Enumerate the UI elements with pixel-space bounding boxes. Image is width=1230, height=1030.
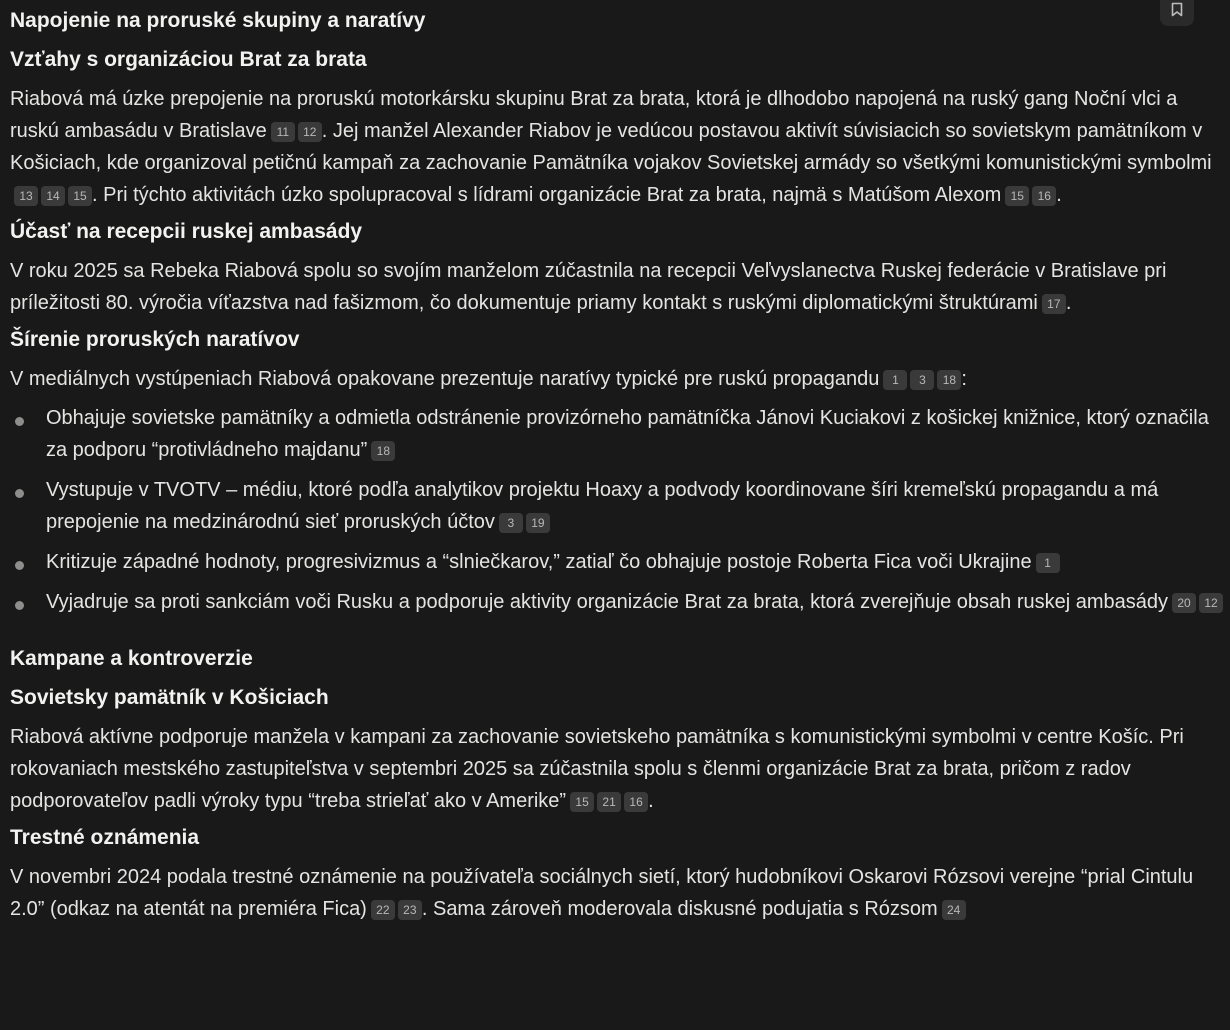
citation-badge[interactable]: 11 (271, 122, 295, 142)
citation-badge[interactable]: 22 (371, 900, 395, 920)
section-heading: Napojenie na proruské skupiny a naratívy (10, 9, 426, 32)
bullet-dot (15, 417, 24, 426)
citation-badge[interactable]: 16 (1032, 186, 1056, 206)
subsection-heading: Účasť na recepcii ruskej ambasády (10, 220, 363, 243)
list-item: Kritizuje západné hodnoty, progresivizmus a “slniečkarov,” zatiaľ čo obhajuje postoje Roberta Fica voči Ukrajine 1 (10, 546, 1230, 578)
citation-badge[interactable]: 16 (624, 792, 648, 812)
citation-badge[interactable]: 18 (371, 441, 395, 461)
citation-badge[interactable]: 1 (883, 370, 907, 390)
citation-badge[interactable]: 14 (41, 186, 65, 206)
citation-badge[interactable]: 17 (1042, 294, 1066, 314)
list-item: Vystupuje v TVOTV – médiu, ktoré podľa analytikov projektu Hoaxy a podvody koordinovane šíri kremeľskú propagandu a má prepojenie na medzinárodnú sieť proruských účtov 3 19 (10, 474, 1230, 538)
bookmark-icon (1171, 2, 1183, 17)
bullet-dot (15, 489, 24, 498)
citation-badge[interactable]: 19 (526, 513, 550, 533)
bullet-dot (15, 601, 24, 610)
citation-badge[interactable]: 15 (68, 186, 92, 206)
bullet-dot (15, 561, 24, 570)
citation-badge[interactable]: 12 (298, 122, 322, 142)
citation-badge[interactable]: 24 (942, 900, 966, 920)
list-item: Obhajuje sovietske pamätníky a odmietla odstránenie provizórneho pamätníčka Jánovi Kuciakovi z košickej knižnice, ktorý označila za podporu “protivládneho majdanu” 18 (10, 402, 1230, 466)
citation-badge[interactable]: 13 (14, 186, 38, 206)
citation-badge[interactable]: 15 (1005, 186, 1029, 206)
citation-badge[interactable]: 15 (570, 792, 594, 812)
bullet-list (10, 402, 1230, 618)
subsection-heading: Šírenie proruských naratívov (10, 328, 300, 351)
citation-badge[interactable]: 1 (1036, 553, 1060, 573)
citation-badge[interactable]: 18 (937, 370, 961, 390)
citation-badge[interactable]: 23 (398, 900, 422, 920)
paragraph: Riabová má úzke prepojenie na proruskú motorkársku skupinu Brat za brata, ktorá je dlhodobo napojená na ruský gang Noční vlci a ruskú ambasádu v Bratislave 11 12 . Jej manžel Alexander Riabov je vedúcou postavou aktivít súvisiacich so sovietskym pamätníkom v Košiciach, kde organizoval petičnú kampaň za zachovanie Pamätníka vojakov Sovietskej armády so všetkými komunistickými symbolmi13 14 15 . Pri týchto aktivitách úzko spolupracoval s lídrami organizácie Brat za brata, najmä s Matúšom Alexom 15 16 . (10, 88, 1212, 206)
section-heading: Kampane a kontroverzie (10, 647, 253, 670)
subsection-heading: Trestné oznámenia (10, 826, 200, 849)
citation-badge[interactable]: 20 (1172, 593, 1196, 613)
citation-badge[interactable]: 12 (1199, 593, 1223, 613)
subsection-heading: Sovietsky pamätník v Košiciach (10, 686, 329, 709)
citation-badge[interactable]: 21 (597, 792, 621, 812)
citation-badge[interactable]: 3 (499, 513, 523, 533)
paragraph: V roku 2025 sa Rebeka Riabová spolu so svojím manželom zúčastnila na recepcii Veľvyslanectva Ruskej federácie v Bratislave pri príležitosti 80. výročia víťazstva nad fašizmom, čo dokumentuje priamy kontakt s ruskými diplomatickými štruktúrami 17 . (10, 260, 1167, 314)
citation-badge[interactable]: 3 (910, 370, 934, 390)
bookmark-button[interactable] (1160, 0, 1194, 26)
paragraph: Riabová aktívne podporuje manžela v kampani za zachovanie sovietskeho pamätníka s komunistickými symbolmi v centre Košíc. Pri rokovaniach mestského zastupiteľstva v septembri 2025 sa zúčastnila spolu s členmi organizácie Brat za brata, pričom z radov podporovateľov padli výroky typu “treba strieľať ako v Amerike” 15 21 16 . (10, 726, 1184, 812)
paragraph: V novembri 2024 podala trestné oznámenie na používateľa sociálnych sietí, ktorý hudobníkovi Oskarovi Rózsovi verejne “prial Cintulu 2.0” (odkaz na atentát na premiéra Fica) 22 23 . Sama zároveň moderovala diskusné podujatia s Rózsom 24 (10, 866, 1194, 920)
subsection-heading: Vzťahy s organizáciou Brat za brata (10, 48, 367, 71)
paragraph: V mediálnych vystúpeniach Riabová opakovane prezentuje naratívy typické pre ruskú propagandu 1 3 18 : (10, 368, 967, 390)
article-content (10, 6, 1230, 925)
list-item: Vyjadruje sa proti sankciám voči Rusku a podporuje aktivity organizácie Brat za brata, ktorá zverejňuje obsah ruskej ambasády 20 12 (10, 586, 1230, 618)
